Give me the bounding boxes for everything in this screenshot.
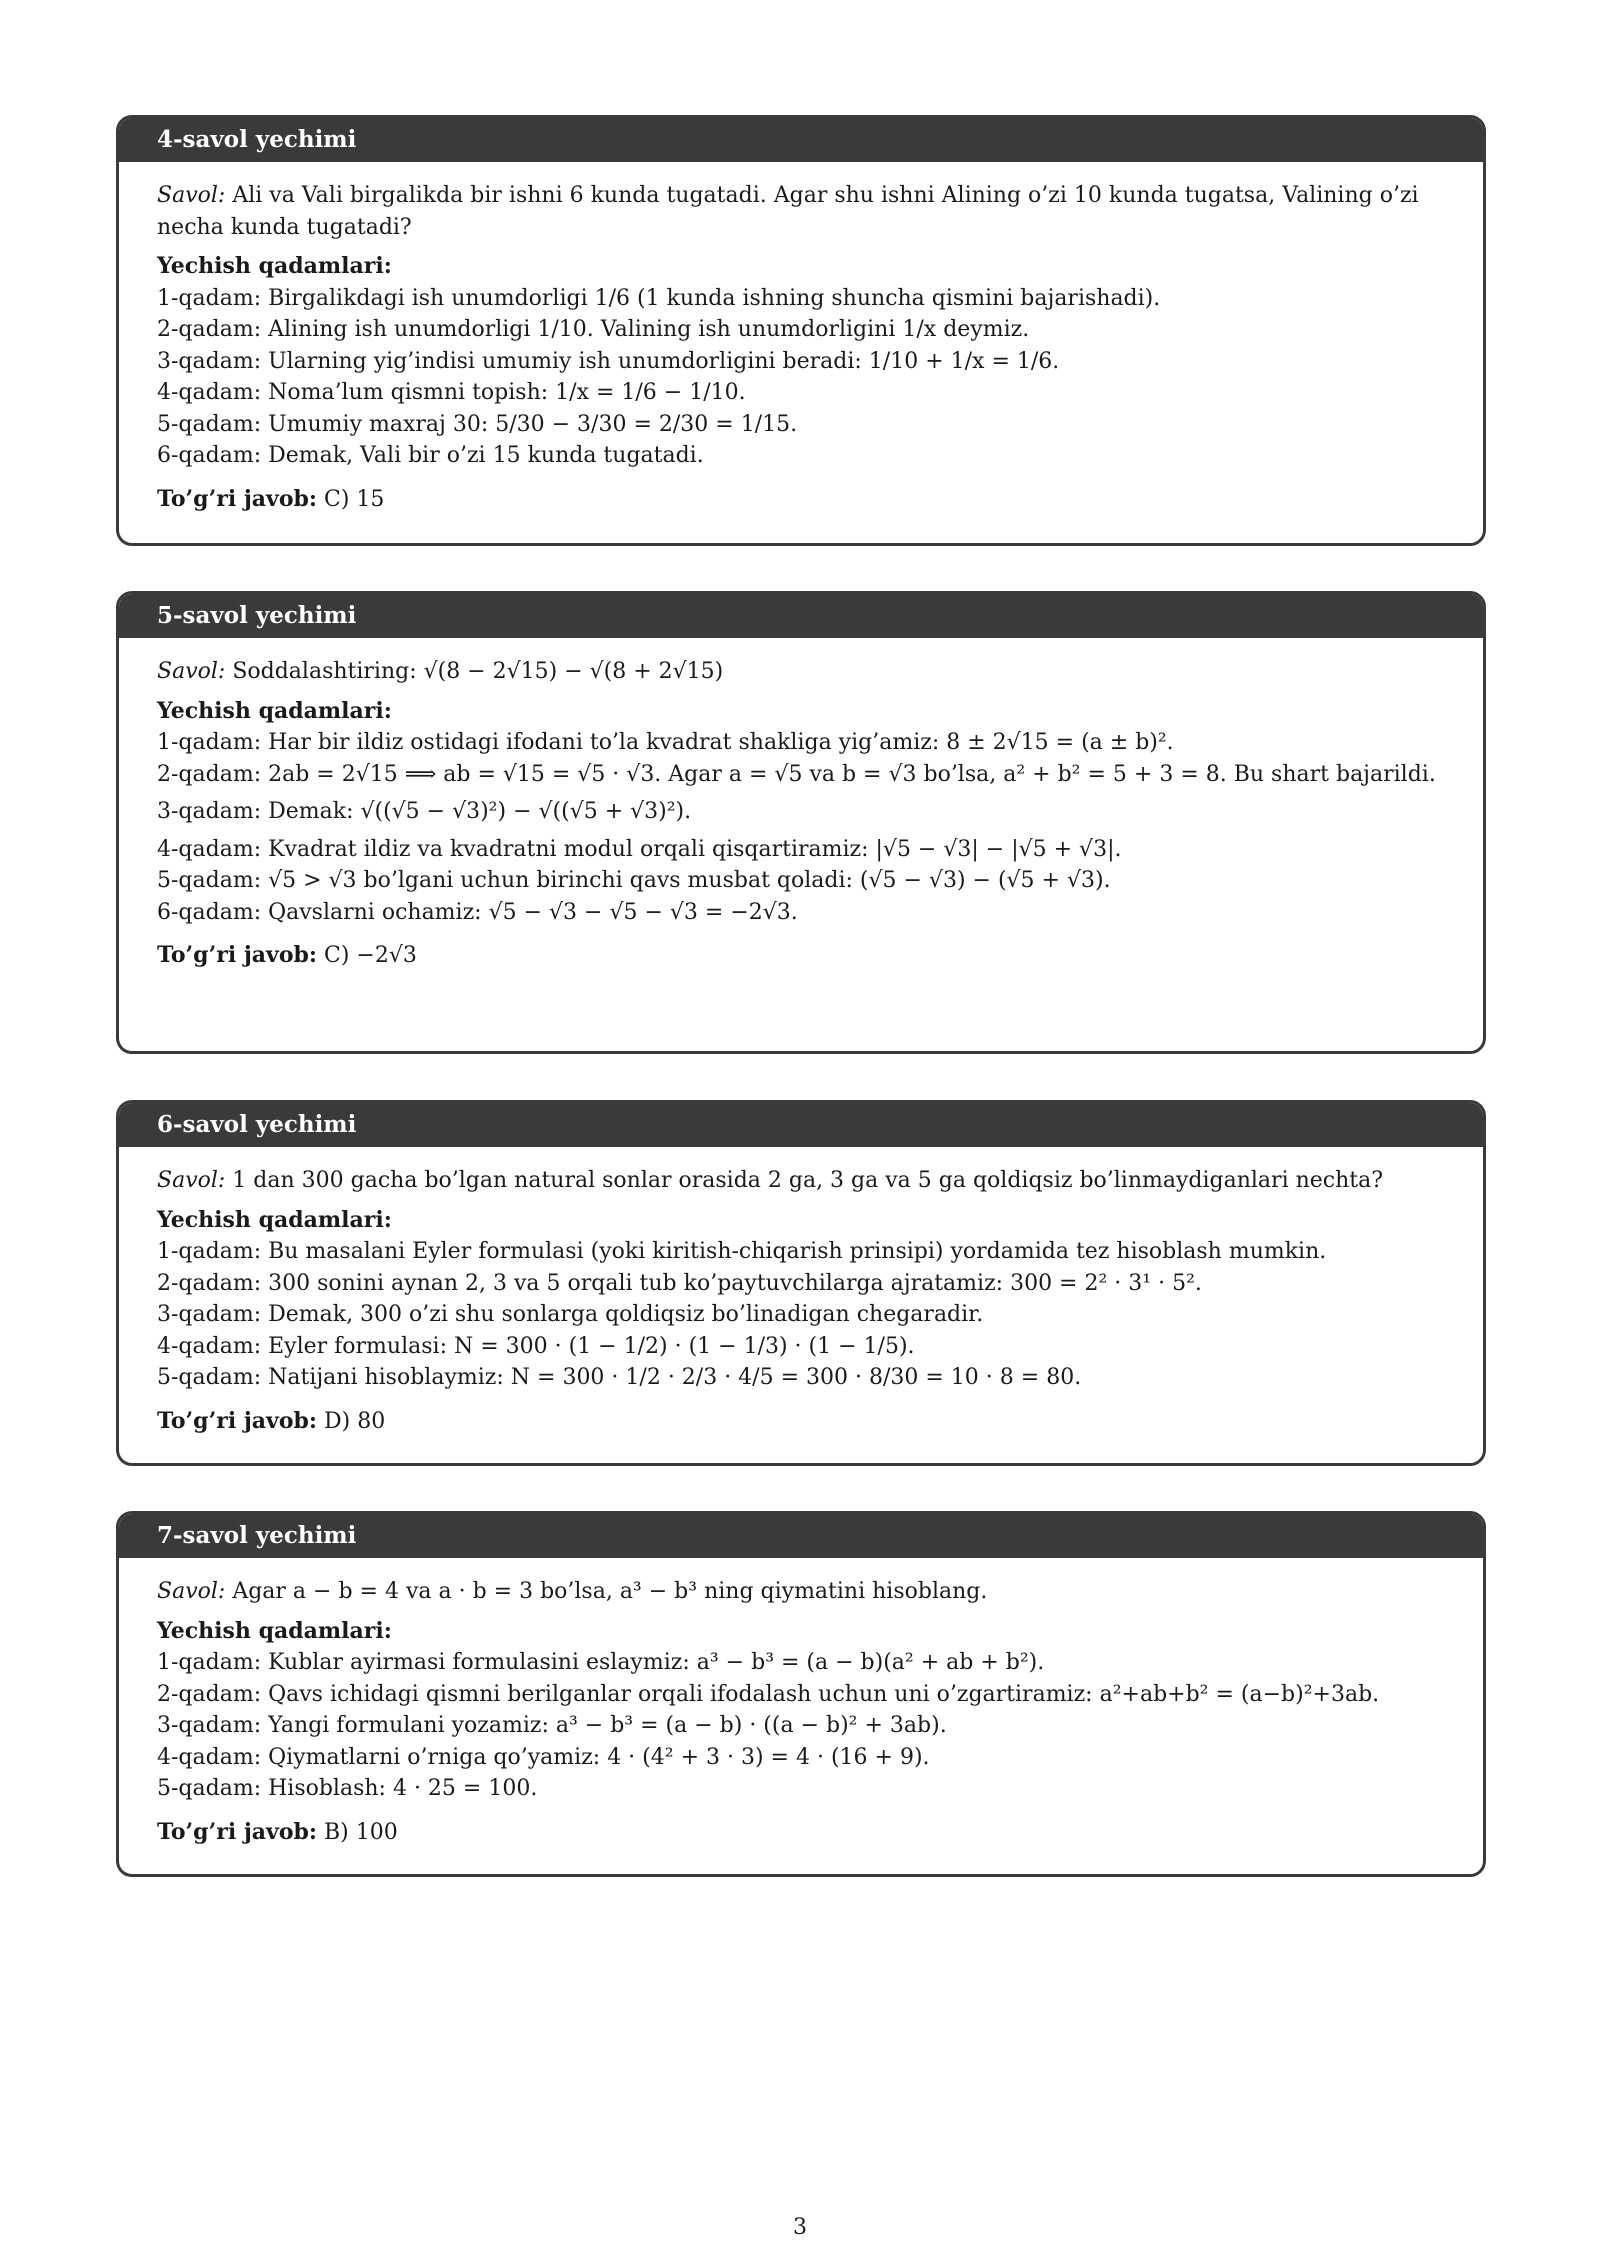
step: 5-qadam: Umumiy maxraj 30: 5/30 − 3/30 = 2/30 = 1/15. [157,411,798,437]
answer-value: D) 80 [324,1408,386,1434]
step: 5-qadam: √5 > √3 bo’lgani uchun birinchi qavs musbat qoladi: (√5 − √3) − (√5 + √3). [157,868,1111,893]
steps-title: Yechish qadamlari: [157,697,392,724]
step: 1-qadam: Bu masalani Eyler formulasi (yoki kiritish-chiqarish prinsipi) yordamida tez hisoblash mumkin. [157,1239,1327,1264]
box-header: 6-savol yechimi [119,1103,1483,1147]
answer-value: C) −2√3 [324,943,417,968]
steps-title: Yechish qadamlari: [157,1206,392,1233]
step: 5-qadam: Hisoblash: 4 · 25 = 100. [157,1776,538,1801]
step: 1-qadam: Har bir ildiz ostidagi ifodani to’la kvadrat shakliga yig’amiz: 8 ± 2√15 = (a ± b)². [157,730,1174,755]
step: 3-qadam: Yangi formulani yozamiz: a³ − b³ = (a − b) · ((a − b)² + 3ab). [157,1713,947,1738]
question [157,1165,1445,1197]
step: 3-qadam: Ularning yig’indisi umumiy ish unumdorligini beradi: 1/10 + 1/x = 1/6. [157,348,1060,374]
question [157,180,1445,243]
answer [157,940,1445,972]
answer-value: B) 100 [324,1819,398,1845]
box-header: 7-savol yechimi [119,1514,1483,1558]
step: 4-qadam: Eyler formulasi: N = 300 · (1 − 1/2) · (1 − 1/3) · (1 − 1/5). [157,1333,915,1359]
step: 4-qadam: Kvadrat ildiz va kvadratni modul orqali qisqartiramiz: |√5 − √3| − |√5 + √3|. [157,836,1122,862]
answer [157,1406,1445,1438]
answer-label: To’g’ri javob: [157,485,318,512]
step: 2-qadam: Alining ish unumdorligi 1/10. Valining ish unumdorligini 1/x deymiz. [157,317,1030,342]
answer-label: To’g’ri javob: [157,1818,318,1845]
box-header: 4-savol yechimi [119,118,1483,162]
savol-text: 1 dan 300 gacha bo’lgan natural sonlar orasida 2 ga, 3 ga va 5 ga qoldiqsiz bo’linmaydiganlari nechta? [232,1168,1384,1193]
step: 5-qadam: Natijani hisoblaymiz: N = 300 · 1/2 · 2/3 · 4/5 = 300 · 8/30 = 10 · 8 = 80. [157,1365,1082,1390]
solution-box-q6 [116,1100,1486,1466]
savol-label: Savol: [157,659,226,684]
solution-box-q5 [116,591,1486,1054]
answer-label: To’g’ri javob: [157,942,318,968]
step: 4-qadam: Qiymatlarni o’rniga qo’yamiz: 4 · (4² + 3 · 3) = 4 · (16 + 9). [157,1744,930,1770]
step: 6-qadam: Qavslarni ochamiz: √5 − √3 − √5 − √3 = −2√3. [157,899,798,925]
savol-label: Savol: [157,1168,226,1193]
question [157,1576,1445,1608]
answer [157,484,1445,516]
page-number: 3 [793,2215,807,2240]
steps-title: Yechish qadamlari: [157,1617,392,1644]
answer-label: To’g’ri javob: [157,1407,318,1434]
step: 2-qadam: 300 sonini aynan 2, 3 va 5 orqali tub ko’paytuvchilarga ajratamiz: 300 = 2² · 3¹ · 5². [157,1270,1202,1296]
step: 2-qadam: 2ab = 2√15 ⟹ ab = √15 = √5 · √3. Agar a = √5 va b = √3 bo’lsa, a² + b² = 5 + 3 = 8. Bu shart bajarildi. [157,761,1436,787]
step: 3-qadam: Demak, 300 o’zi shu sonlarga qoldiqsiz bo’linadigan chegaradir. [157,1302,984,1327]
answer [157,1817,1445,1849]
box-header: 5-savol yechimi [119,594,1483,638]
savol-text: Ali va Vali birgalikda bir ishni 6 kunda tugatadi. Agar shu ishni Alining o’zi 10 kunda tugatsa, Valining o’zi necha kunda tugatadi? [157,183,1419,240]
question [157,656,1445,688]
savol-text: Agar a − b = 4 va a · b = 3 bo’lsa, a³ − b³ ning qiymatini hisoblang. [232,1579,988,1604]
step: 2-qadam: Qavs ichidagi qismni berilganlar orqali ifodalash uchun uni o’zgartiramiz: a²+ab+b² = (a−b)²+3ab. [157,1681,1380,1707]
steps-title: Yechish qadamlari: [157,253,392,279]
box-body [119,1558,1483,1868]
savol-label: Savol: [157,1579,226,1604]
savol-label: Savol: [157,183,226,208]
step: 4-qadam: Noma’lum qismni topish: 1/x = 1/6 − 1/10. [157,380,746,405]
answer-value: C) 15 [324,486,385,512]
solution-box-q4 [116,115,1486,546]
box-body [119,638,1483,992]
box-body [119,1147,1483,1457]
step: 3-qadam: Demak: √((√5 − √3)²) − √((√5 + √3)²). [157,799,692,824]
step: 1-qadam: Kublar ayirmasi formulasini eslaymiz: a³ − b³ = (a − b)(a² + ab + b²). [157,1650,1045,1675]
solution-box-q7 [116,1511,1486,1877]
step: 6-qadam: Demak, Vali bir o’zi 15 kunda tugatadi. [157,443,704,468]
box-body [119,162,1483,535]
step: 1-qadam: Birgalikdagi ish unumdorligi 1/6 (1 kunda ishning shuncha qismini bajarishadi). [157,285,1161,311]
savol-text: Soddalashtiring: √(8 − 2√15) − √(8 + 2√15) [232,659,724,684]
